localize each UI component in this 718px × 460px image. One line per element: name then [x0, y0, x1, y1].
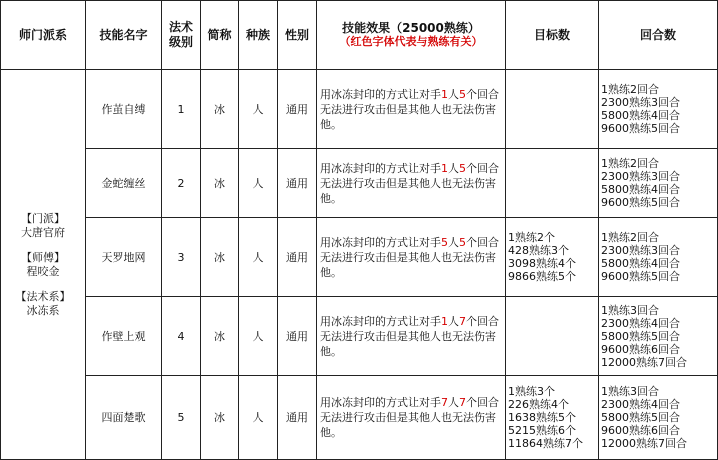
round-entry: 12000熟练7回合: [601, 355, 687, 369]
targets-cell: [506, 218, 599, 297]
skill-row: [1, 70, 718, 149]
effect-post: 个回合无法进行攻击但是其他人也无法伤害他。: [320, 161, 499, 205]
effect-n1: 7: [441, 396, 448, 409]
round-entry: 2300熟练3回合: [601, 170, 680, 183]
header-row: [1, 1, 718, 70]
header-abbr: 简称: [201, 1, 239, 70]
targets-cell: [506, 376, 599, 460]
effect-post: 个回合无法进行攻击但是其他人也无法伤害他。: [320, 87, 499, 131]
effect-n2: 7: [459, 314, 466, 328]
effect-n2: 5: [459, 161, 466, 175]
skill-effect: [317, 70, 506, 149]
sect-label: 【门派】: [21, 211, 65, 225]
round-entry: 2300熟练4回合: [601, 398, 680, 411]
effect-pre: 用冰冻封印的方式让对手: [320, 314, 441, 328]
target-entry: 226熟练4个: [508, 398, 569, 411]
header-school: 师门派系: [1, 1, 86, 70]
skill-race: 人: [239, 149, 278, 218]
target-entry: 1638熟练5个: [508, 411, 576, 424]
effect-n1: 5: [441, 235, 448, 249]
skill-abbr: 冰: [201, 218, 239, 297]
effect-pre: 用冰冻封印的方式让对手: [320, 396, 441, 409]
header-effect-note: （红色字体代表与熟练有关）: [339, 35, 483, 48]
header-race: 种族: [239, 1, 278, 70]
skill-race: 人: [239, 376, 278, 460]
skill-gender: 通用: [278, 297, 317, 376]
master-name: 程咬金: [26, 264, 60, 278]
header-gender: 性别: [278, 1, 317, 70]
target-entry: 1熟练3个: [508, 385, 555, 398]
effect-mid: 人: [448, 235, 459, 249]
skill-name: 作壁上观: [86, 297, 162, 376]
skill-abbr: 冰: [201, 376, 239, 460]
skill-row: [1, 297, 718, 376]
skill-abbr: 冰: [201, 70, 239, 149]
round-entry: 1熟练3回合: [601, 303, 659, 317]
round-entry: 12000熟练7回合: [601, 437, 687, 450]
round-entry: 1熟练2回合: [601, 83, 659, 96]
rounds-cell: [599, 376, 718, 460]
skill-row: [1, 376, 718, 460]
round-entry: 2300熟练4回合: [601, 316, 680, 330]
school-info-cell: [1, 70, 86, 460]
effect-mid: 人: [448, 87, 459, 101]
skill-effect: [317, 297, 506, 376]
skill-name: 四面楚歌: [86, 376, 162, 460]
round-entry: 9600熟练5回合: [601, 270, 680, 283]
skill-gender: 通用: [278, 70, 317, 149]
skill-row: [1, 218, 718, 297]
round-entry: 2300熟练3回合: [601, 244, 680, 257]
header-skill-name: 技能名字: [86, 1, 162, 70]
round-entry: 5800熟练4回合: [601, 109, 680, 122]
rounds-cell: [599, 149, 718, 218]
targets-cell: [506, 70, 599, 149]
skill-level: 5: [162, 376, 201, 460]
effect-pre: 用冰冻封印的方式让对手: [320, 235, 441, 249]
skill-name: 天罗地网: [86, 218, 162, 297]
round-entry: 9600熟练5回合: [601, 122, 680, 135]
skill-name: 金蛇缠丝: [86, 149, 162, 218]
header-effect-title: 技能效果（25000熟练）: [342, 21, 480, 35]
header-level: 法术级别: [162, 1, 201, 70]
effect-n2: 5: [459, 235, 466, 249]
round-entry: 9600熟练6回合: [601, 424, 680, 437]
target-entry: 5215熟练6个: [508, 424, 576, 437]
target-entry: 428熟练3个: [508, 244, 569, 257]
round-entry: 2300熟练3回合: [601, 96, 680, 109]
round-entry: 1熟练2回合: [601, 231, 659, 244]
effect-mid: 人: [448, 396, 459, 409]
effect-post: 个回合无法进行攻击但是其他人也无法伤害他。: [320, 235, 499, 279]
round-entry: 9600熟练6回合: [601, 342, 680, 356]
round-entry: 5800熟练5回合: [601, 329, 680, 343]
effect-n2: 7: [459, 396, 466, 409]
round-entry: 1熟练3回合: [601, 385, 659, 398]
target-entry: 1熟练2个: [508, 231, 555, 244]
rounds-cell: [599, 218, 718, 297]
skill-gender: 通用: [278, 149, 317, 218]
type-name: 冰冻系: [26, 303, 60, 317]
effect-pre: 用冰冻封印的方式让对手: [320, 161, 441, 175]
skill-name: 作茧自缚: [86, 70, 162, 149]
rounds-cell: [599, 70, 718, 149]
round-entry: 5800熟练4回合: [601, 257, 680, 270]
skill-level: 3: [162, 218, 201, 297]
target-entry: 11864熟练7个: [508, 437, 583, 450]
master-label: 【师傅】: [21, 250, 65, 264]
effect-n1: 1: [441, 161, 448, 175]
skill-abbr: 冰: [201, 297, 239, 376]
targets-cell: [506, 297, 599, 376]
targets-cell: [506, 149, 599, 218]
round-entry: 5800熟练4回合: [601, 183, 680, 196]
skill-level: 1: [162, 70, 201, 149]
skill-race: 人: [239, 70, 278, 149]
round-entry: 5800熟练5回合: [601, 411, 680, 424]
skill-abbr: 冰: [201, 149, 239, 218]
target-entry: 9866熟练5个: [508, 270, 576, 283]
skill-level: 4: [162, 297, 201, 376]
effect-n1: 1: [441, 87, 448, 101]
skill-race: 人: [239, 218, 278, 297]
effect-mid: 人: [448, 314, 459, 328]
skill-race: 人: [239, 297, 278, 376]
effect-mid: 人: [448, 161, 459, 175]
round-entry: 1熟练2回合: [601, 157, 659, 170]
type-label: 【法术系】: [15, 289, 71, 303]
effect-n2: 5: [459, 87, 466, 101]
effect-post: 个回合无法进行攻击但是其他人也无法伤害他。: [320, 396, 499, 439]
skill-gender: 通用: [278, 218, 317, 297]
header-rounds: 回合数: [599, 1, 718, 70]
skill-effect: [317, 376, 506, 460]
skill-level: 2: [162, 149, 201, 218]
skill-effect: [317, 218, 506, 297]
skill-effect: [317, 149, 506, 218]
target-entry: 3098熟练4个: [508, 257, 576, 270]
skill-gender: 通用: [278, 376, 317, 460]
rounds-cell: [599, 297, 718, 376]
effect-pre: 用冰冻封印的方式让对手: [320, 87, 441, 101]
header-targets: 目标数: [506, 1, 599, 70]
sect-name: 大唐官府: [21, 225, 65, 239]
skill-row: [1, 149, 718, 218]
header-effect: [317, 1, 506, 70]
round-entry: 9600熟练5回合: [601, 196, 680, 209]
effect-n1: 1: [441, 314, 448, 328]
effect-post: 个回合无法进行攻击但是其他人也无法伤害他。: [320, 314, 499, 358]
